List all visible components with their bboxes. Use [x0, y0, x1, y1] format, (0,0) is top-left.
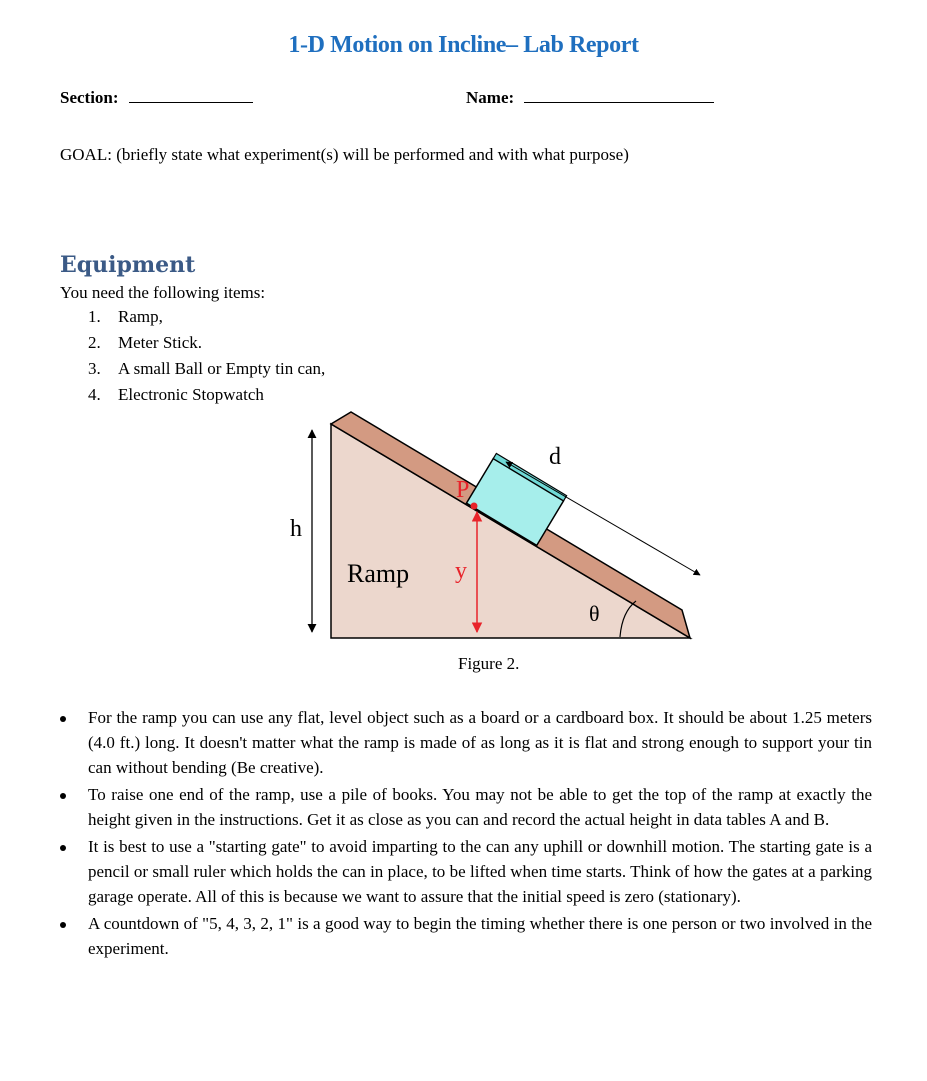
bullet-dot [60, 845, 66, 851]
bullet-dot [60, 922, 66, 928]
label-y: y [455, 558, 467, 584]
document-title: 1-D Motion on Incline– Lab Report [288, 32, 639, 58]
equipment-item: 1. Ramp, [88, 307, 163, 326]
label-d: d [549, 444, 561, 470]
equipment-intro: You need the following items: [60, 283, 266, 302]
equipment-item: 2. Meter Stick. [88, 333, 203, 352]
label-p: P [456, 477, 470, 503]
point-p-marker [471, 503, 478, 510]
name-label: Name: [466, 88, 515, 107]
equipment-heading: Equipment [60, 252, 196, 278]
section-label: Section: [60, 88, 119, 107]
label-theta: θ [589, 601, 600, 626]
list-item: It is best to use a "starting gate" to avoid imparting to the can any uphill or downhill motion. The starting gate is a pencil or small ruler which holds the can in place, to be lifted when time starts. Think of how the gates at a parking garage operate. All of this is because we want to assure that the initial speed is zero (stationary). [60, 834, 872, 909]
instructions-list [60, 705, 872, 963]
list-item: For the ramp you can use any flat, level object such as a board or a cardboard box. It should be about 1.25 meters (4.0 ft.) long. It doesn't matter what the ramp is made of as long as it is flat and strong enough to support your tin can without bending (Be creative). [60, 705, 872, 780]
goal-text: GOAL: (briefly state what experiment(s) will be performed and with what purpose) [60, 145, 629, 164]
label-h: h [290, 516, 302, 542]
bullet-dot [60, 793, 66, 799]
list-item: A countdown of "5, 4, 3, 2, 1" is a good way to begin the timing whether there is one person or two involved in the experiment. [60, 911, 872, 961]
label-ramp: Ramp [347, 559, 410, 588]
equipment-item: 4. Electronic Stopwatch [88, 385, 264, 404]
bullet-dot [60, 716, 66, 722]
list-item: To raise one end of the ramp, use a pile of books. You may not be able to get the top of the ramp at exactly the height given in the instructions. Get it as close as you can and record the actual height in data tables A and B. [60, 782, 872, 832]
figure-caption: Figure 2. [458, 654, 520, 673]
equipment-item: 3. A small Ball or Empty tin can, [88, 359, 326, 378]
